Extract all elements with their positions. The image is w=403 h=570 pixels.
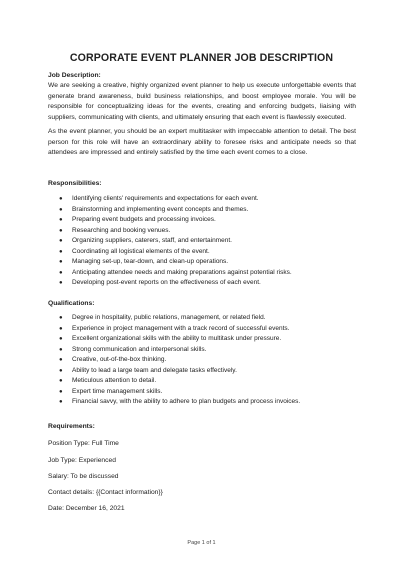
- list-item-text: Organizing suppliers, caterers, staff, and entertainment.: [72, 237, 232, 244]
- list-item: [48, 334, 300, 345]
- qualifications-heading: Qualifications:: [48, 300, 95, 307]
- list-item-text: Excellent organizational skills with the ability to multitask under pressure.: [72, 335, 282, 342]
- list-item: [48, 215, 292, 226]
- list-item: [48, 247, 292, 258]
- responsibilities-list: [48, 194, 292, 289]
- bullet-icon: ●: [59, 248, 63, 255]
- list-item: [48, 366, 300, 377]
- document-title: CORPORATE EVENT PLANNER JOB DESCRIPTION: [69, 52, 334, 64]
- list-item-text: Identifying clients' requirements and expectations for each event.: [72, 195, 259, 202]
- list-item: [48, 194, 292, 205]
- bullet-icon: ●: [59, 217, 63, 223]
- list-item: [48, 355, 300, 366]
- list-item-text: Anticipating attendee needs and making preparations against potential risks.: [72, 268, 292, 276]
- qualifications-list: [48, 313, 300, 408]
- bullet-icon: ●: [59, 357, 63, 363]
- bullet-icon: ●: [59, 388, 63, 395]
- bullet-icon: ●: [59, 378, 63, 384]
- list-item-text: Brainstorming and implementing event concepts and themes.: [72, 205, 249, 213]
- list-item: [48, 313, 300, 324]
- bullet-icon: ●: [59, 399, 63, 405]
- list-item-text: Developing post-event reports on the effectiveness of each event.: [72, 279, 261, 286]
- bullet-icon: ●: [59, 325, 63, 332]
- list-item-text: Researching and booking venues.: [72, 226, 171, 234]
- list-item: [48, 257, 292, 268]
- list-item: [48, 268, 292, 279]
- page-footer: Page 1 of 1: [187, 540, 216, 546]
- position-type: Position Type: Full Time: [48, 440, 119, 447]
- list-item: [48, 324, 300, 335]
- bullet-icon: ●: [59, 280, 63, 286]
- date: Date: December 16, 2021: [48, 505, 125, 512]
- job-description-paragraph-2: As the event planner, you should be an expert multitasker with impeccable attention to detail. The best person for this role will have an extraordinary ability to foresee risks and anticipate needs so that attendees are impressed and entirely satisfied by the time each event comes to a close.: [48, 128, 356, 157]
- contact-details: Contact details: {{Contact information}}: [48, 489, 163, 496]
- job-description-heading: Job Description:: [48, 72, 101, 79]
- list-item-text: Financial savvy, with the ability to adhere to plan budgets and process invoices.: [72, 398, 301, 405]
- bullet-icon: ●: [59, 238, 63, 244]
- job-type: Job Type: Experienced: [48, 457, 116, 464]
- list-item: [48, 236, 292, 247]
- bullet-icon: ●: [59, 346, 63, 353]
- list-item: [48, 397, 300, 408]
- bullet-icon: ●: [59, 269, 63, 276]
- list-item-text: Strong communication and interpersonal skills.: [72, 345, 207, 353]
- list-item-text: Expert time management skills.: [72, 387, 163, 395]
- list-item-text: Coordinating all logistical elements of the event.: [72, 247, 210, 255]
- list-item-text: Preparing event budgets and processing invoices.: [72, 216, 216, 223]
- list-item: [48, 345, 300, 356]
- bullet-icon: ●: [59, 367, 63, 374]
- list-item-text: Degree in hospitality, public relations, management, or related field.: [72, 314, 266, 321]
- responsibilities-heading: Responsibilities:: [48, 180, 102, 187]
- list-item: [48, 205, 292, 216]
- list-item: [48, 226, 292, 237]
- bullet-icon: ●: [59, 259, 63, 265]
- requirements-heading: Requirements:: [48, 423, 95, 430]
- list-item-text: Managing set-up, tear-down, and clean-up operations.: [72, 258, 229, 265]
- list-item-text: Creative, out-of-the-box thinking.: [72, 356, 167, 363]
- list-item-text: Experience in project management with a track record of successful events.: [72, 324, 290, 332]
- bullet-icon: ●: [59, 196, 63, 202]
- list-item-text: Meticulous attention to detail.: [72, 377, 157, 384]
- bullet-icon: ●: [59, 315, 63, 321]
- list-item-text: Ability to lead a large team and delegate tasks effectively.: [72, 366, 237, 374]
- bullet-icon: ●: [59, 336, 63, 342]
- bullet-icon: ●: [59, 206, 63, 213]
- salary: Salary: To be discussed: [48, 473, 119, 480]
- list-item: [48, 376, 300, 387]
- list-item: [48, 387, 300, 398]
- list-item: [48, 278, 292, 289]
- job-description-paragraph-1: We are seeking a creative, highly organized event planner to help us execute unforgettable events that generate brand awareness, build business relationships, and boost employee morale. You will be responsible for conceptualizing ideas for the events, creating and enforcing budgets, liaising with suppliers, communicating with clients, and ultimately ensuring that each event is flawlessly executed.: [48, 82, 356, 121]
- bullet-icon: ●: [59, 227, 63, 234]
